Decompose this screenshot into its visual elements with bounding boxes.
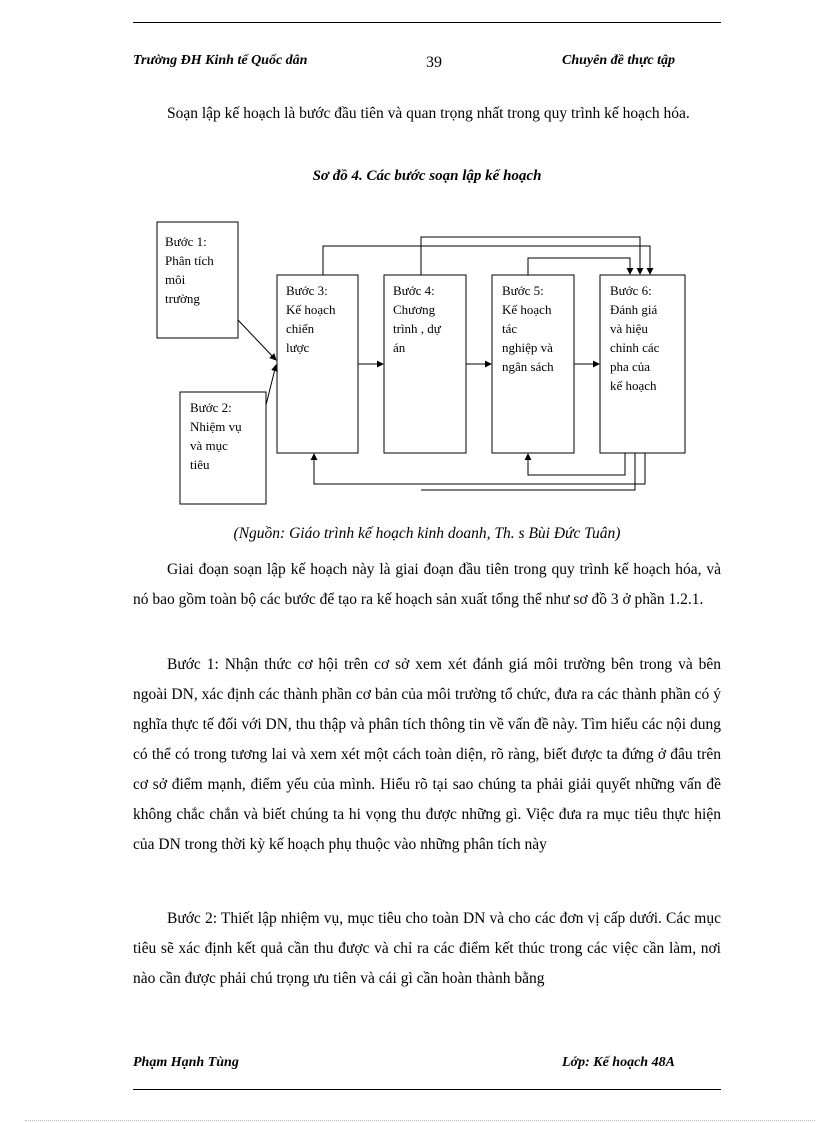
figure-caption: Sơ đồ 4. Các bước soạn lập kế hoạch	[312, 168, 542, 184]
step6-line-1: Bước 6:	[610, 283, 652, 298]
step3-line-4: chiến	[286, 321, 315, 336]
step1-line-1: Bước 1:	[165, 234, 207, 249]
step5-line-3: Kế hoạch	[502, 302, 552, 317]
link-step4-to-step6-top	[421, 237, 640, 275]
feedback-step6-to-step5	[528, 453, 625, 475]
header-school: Trường ĐH Kinh tế Quốc dân	[133, 53, 308, 68]
footer-author: Phạm Hạnh Tùng	[133, 1055, 239, 1070]
footer-rule	[133, 1089, 721, 1090]
step5-line-1: Bước 5:	[502, 283, 544, 298]
step5-line-6: ngân sách	[502, 359, 554, 374]
body-paragraph-3: Bước 2: Thiết lập nhiệm vụ, mục tiêu cho toàn DN và cho các đơn vị cấp dưới. Các mục tiêu sẽ xác định kết quả cần thu được và chỉ ra các điểm kết thúc trong các việc cần làm, nơi nào cần được phải chú trọng ưu tiên và cái gì cần hoàn thành bằng	[133, 910, 721, 987]
step4-line-4: trình , dự	[393, 321, 441, 336]
page-edge	[25, 1120, 815, 1121]
step6-line-3: Đánh giá	[610, 302, 658, 317]
body-paragraph-1: Giai đoạn soạn lập kế hoạch này là giai đoạn đầu tiên trong quy trình kế hoạch hóa, và nó bao gồm toàn bộ các bước để tạo ra kế hoạch sản xuất tổng thể như sơ đồ 3 ở phần 1.2.1.	[133, 561, 721, 608]
feedback-step6-to-step3	[314, 453, 645, 484]
step2-line-2: Nhiệm vụ	[190, 419, 242, 434]
link-step3-to-step6-top	[323, 246, 650, 275]
arrow-step2-to-step3	[266, 365, 276, 405]
step1-line-2: Phân tích	[165, 253, 214, 268]
intro-paragraph: Soạn lập kế hoạch là bước đầu tiên và quan trọng nhất trong quy trình kế hoạch hóa.	[167, 105, 690, 122]
step3-line-5: lược	[286, 340, 310, 355]
page-number: 39	[426, 54, 442, 71]
step4-line-3: Chương	[393, 302, 436, 317]
step2-line-1: Bước 2:	[190, 400, 232, 415]
step2-line-4: tiêu	[190, 457, 210, 472]
step1-line-3: môi	[165, 272, 186, 287]
arrow-step1-to-step3	[238, 320, 276, 360]
step4-line-1: Bước 4:	[393, 283, 435, 298]
step3-line-1: Bước 3:	[286, 283, 328, 298]
header-document-type: Chuyên đề thực tập	[562, 53, 676, 68]
step3-line-3: Kế hoạch	[286, 302, 336, 317]
step1-line-4: trường	[165, 291, 200, 306]
footer-class: Lớp: Kế hoạch 48A	[562, 1055, 675, 1070]
planning-steps-diagram	[140, 210, 700, 510]
step5-line-5: nghiệp và	[502, 340, 553, 355]
step4-line-5: án	[393, 340, 406, 355]
step6-line-6: pha của	[610, 359, 651, 374]
header-rule	[133, 22, 721, 23]
step5-line-4: tác	[502, 321, 518, 336]
step2-line-3: và mục	[190, 438, 228, 453]
step6-line-4: và hiệu	[610, 321, 648, 336]
link-step5-to-step6-top	[528, 258, 630, 275]
step6-line-5: chỉnh các	[610, 340, 660, 355]
figure-source: (Nguồn: Giáo trình kế hoạch kinh doanh, Th. s Bùi Đức Tuân)	[233, 525, 621, 542]
body-paragraph-2: Bước 1: Nhận thức cơ hội trên cơ sở xem xét đánh giá môi trường bên trong và bên ngoài DN, xác định các thành phần cơ bản của môi trường tổ chức, đưa ra các thành phần có ý nghĩa thực tế đối với DN, thu thập và phân tích thông tin về vấn đề này. Tìm hiểu các nội dung có thể có trong tương lai và xem xét một cách toàn diện, rõ ràng, biết được ta đứng ở đâu trên cơ sở điểm mạnh, điểm yếu của mình. Hiểu rõ tại sao chúng ta phải giải quyết những vấn đề không chắc chắn và biết chúng ta hi vọng thu được những gì. Việc đưa ra mục tiêu thực hiện của DN trong thời kỳ kế hoạch phụ thuộc vào những phân tích này	[133, 656, 721, 853]
step6-line-7: kế hoạch	[610, 378, 657, 393]
